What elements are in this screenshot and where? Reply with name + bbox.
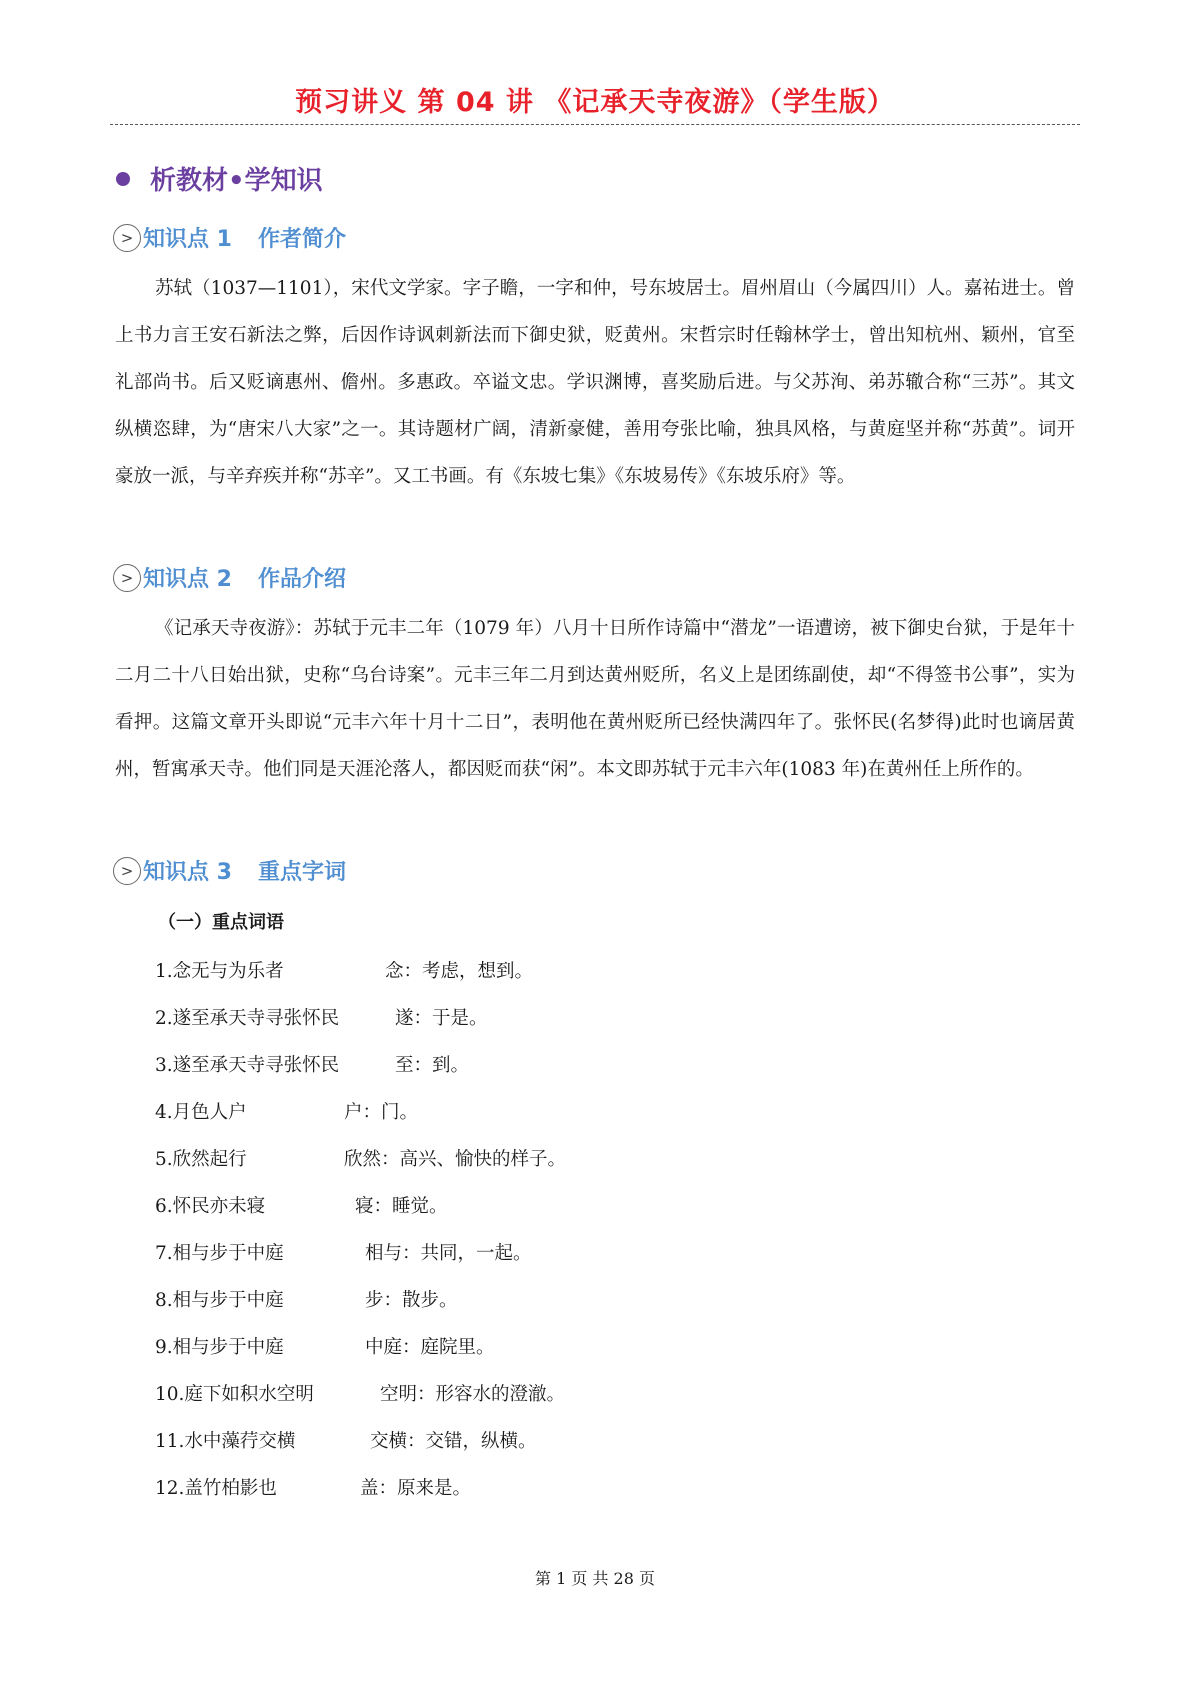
- vocab-word: 6.怀民亦未寝: [155, 1196, 266, 1217]
- knowledge-point-title: 作者简介: [257, 227, 346, 252]
- vocab-definition: 遂：于是。: [395, 1008, 488, 1029]
- vocab-word: 8.相与步于中庭: [155, 1290, 284, 1311]
- section-heading: [116, 160, 323, 197]
- vocab-definition: 欣然：高兴、愉快的样子。: [344, 1149, 567, 1170]
- vocab-definition: 至：到。: [395, 1055, 470, 1076]
- vocab-subheading: （一）重点词语: [158, 912, 284, 933]
- vocab-item: [155, 1465, 955, 1512]
- circled-arrow-icon: >: [113, 224, 141, 252]
- vocab-definition: 交横：交错，纵横。: [370, 1431, 537, 1452]
- vocab-word: 12.盖竹柏影也: [155, 1478, 277, 1499]
- circled-arrow-icon: >: [113, 857, 141, 885]
- vocab-item: [155, 1324, 955, 1371]
- vocab-item: [155, 1371, 955, 1418]
- page-footer: 第 1 页 共 28 页: [535, 1569, 655, 1588]
- vocab-item: [155, 1089, 955, 1136]
- vocab-definition: 户：门。: [344, 1102, 419, 1123]
- vocab-definition: 空明：形容水的澄澈。: [380, 1384, 566, 1405]
- vocab-definition: 盖：原来是。: [360, 1478, 472, 1499]
- knowledge-point-1-heading: [113, 222, 346, 253]
- knowledge-point-label: 知识点 1: [143, 227, 232, 252]
- vocab-item: [155, 1230, 955, 1277]
- vocab-word: 1.念无与为乐者: [155, 961, 284, 982]
- bullet-dot-icon: [116, 172, 130, 186]
- vocab-word: 9.相与步于中庭: [155, 1337, 284, 1358]
- vocab-item: [155, 1136, 955, 1183]
- knowledge-point-2-heading: [113, 562, 346, 593]
- author-intro-paragraph: 苏轼（1037—1101），宋代文学家。字子瞻，一字和仲，号东坡居士。眉州眉山（今属四川）人。嘉祐进士。曾上书力言王安石新法之弊，后因作诗讽刺新法而下御史狱，贬黄州。宋哲宗时任翰林学士，曾出知杭州、颖州，官至礼部尚书。后又贬谪惠州、儋州。多惠政。卒谥文忠。学识渊博，喜奖励后进。与父苏洵、弟苏辙合称“三苏”。其文纵横恣肆，为“唐宋八大家”之一。其诗题材广阔，清新豪健，善用夸张比喻，独具风格，与黄庭坚并称“苏黄”。词开豪放一派，与辛弃疾并称“苏辛”。又工书画。有《东坡七集》《东坡易传》《东坡乐府》等。: [115, 278, 1075, 487]
- vocab-item: [155, 1418, 955, 1465]
- document-title: 预习讲义 第 04 讲 《记承天寺夜游》（学生版）: [295, 87, 895, 118]
- knowledge-point-title: 重点字词: [257, 860, 346, 885]
- knowledge-point-label: 知识点 3: [143, 860, 232, 885]
- vocab-word: 4.月色人户: [155, 1102, 247, 1123]
- work-intro-paragraph: 《记承天寺夜游》：苏轼于元丰二年（1079 年）八月十日所作诗篇中“潜龙”一语遭谤，被下御史台狱，于是年十二月二十八日始出狱，史称“乌台诗案”。元丰三年二月到达黄州贬所，名义上是团练副使，却“不得签书公事”，实为看押。这篇文章开头即说“元丰六年十月十二日”，表明他在黄州贬所已经快满四年了。张怀民(名梦得)此时也谪居黄州，暂寓承天寺。他们同是天涯沦落人，都因贬而获“闲”。本文即苏轼于元丰六年(1083 年)在黄州任上所作的。: [115, 618, 1075, 780]
- vocab-list: [155, 948, 955, 1512]
- knowledge-point-title: 作品介绍: [257, 567, 346, 592]
- vocab-word: 5.欣然起行: [155, 1149, 247, 1170]
- vocab-item: [155, 1277, 955, 1324]
- vocab-word: 11.水中藻荇交横: [155, 1431, 296, 1452]
- title-divider: [110, 124, 1080, 125]
- section-heading-text: 析教材•学知识: [150, 166, 323, 196]
- vocab-word: 2.遂至承天寺寻张怀民: [155, 1008, 340, 1029]
- vocab-item: [155, 1183, 955, 1230]
- vocab-definition: 寝：睡觉。: [355, 1196, 448, 1217]
- vocab-definition: 相与：共同，一起。: [365, 1243, 532, 1264]
- vocab-item: [155, 1042, 955, 1089]
- vocab-definition: 中庭：庭院里。: [365, 1337, 495, 1358]
- vocab-item: [155, 948, 955, 995]
- vocab-definition: 念：考虑，想到。: [385, 961, 534, 982]
- knowledge-point-3-heading: [113, 855, 346, 886]
- vocab-word: 10.庭下如积水空明: [155, 1384, 314, 1405]
- vocab-item: [155, 995, 955, 1042]
- vocab-word: 7.相与步于中庭: [155, 1243, 284, 1264]
- vocab-word: 3.遂至承天寺寻张怀民: [155, 1055, 340, 1076]
- circled-arrow-icon: >: [113, 564, 141, 592]
- vocab-definition: 步：散步。: [365, 1290, 458, 1311]
- knowledge-point-label: 知识点 2: [143, 567, 232, 592]
